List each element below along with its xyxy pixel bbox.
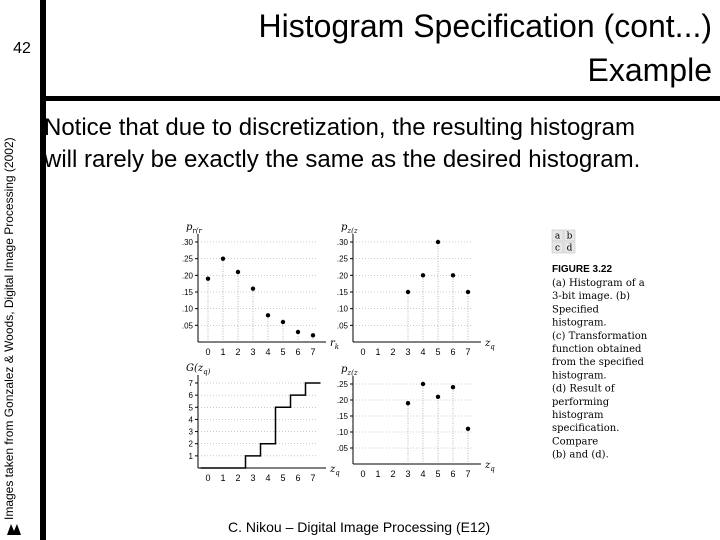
y-tick-label: .25 xyxy=(181,254,193,264)
figure-caption-line: Compare xyxy=(552,436,599,448)
x-tick-label: 5 xyxy=(435,347,441,357)
data-point xyxy=(281,320,285,324)
x-tick-label: 7 xyxy=(310,347,316,357)
data-point xyxy=(436,240,440,244)
figure-caption-line: (c) Transformation xyxy=(552,330,648,342)
body-text: Notice that due to discretization, the resulting histogram will rarely be exactly the same as the desired histogram. xyxy=(44,114,641,173)
figure-caption-title: FIGURE 3.22 xyxy=(552,264,613,275)
y-tick-label: 5 xyxy=(188,403,193,413)
y-axis-label: $p_{z(z}$ xyxy=(341,222,358,235)
y-tick-label: .10 xyxy=(336,304,348,314)
x-tick-label: 6 xyxy=(295,473,301,483)
figure-caption-line: histogram. xyxy=(552,370,607,382)
figure-3-22 xyxy=(168,214,668,504)
panel-key: c xyxy=(554,243,561,254)
transformation-step-line xyxy=(201,383,321,468)
vertical-rule xyxy=(40,0,46,540)
x-tick-label: 5 xyxy=(435,469,441,479)
slide-title: Histogram Specification (cont...) xyxy=(258,8,712,44)
corner-logo-icon xyxy=(6,522,22,536)
x-tick-label: 6 xyxy=(450,347,456,357)
data-point xyxy=(421,382,425,386)
data-point xyxy=(221,256,225,260)
panel-key: b xyxy=(566,231,573,242)
data-point xyxy=(421,273,425,277)
y-axis-label: $G(z_{q)}$ xyxy=(186,363,211,376)
x-axis-label: $z_q$ xyxy=(330,464,340,477)
figure-caption-line: function obtained xyxy=(552,344,642,355)
x-tick-label: 1 xyxy=(220,347,226,357)
x-tick-label: 3 xyxy=(250,473,256,483)
x-axis-label: $z_q$ xyxy=(485,338,495,351)
x-tick-label: 2 xyxy=(235,347,241,357)
figure-caption-line: 3-bit image. (b) xyxy=(552,291,631,303)
x-tick-label: 4 xyxy=(265,473,271,483)
x-tick-label: 4 xyxy=(420,347,426,357)
x-tick-label: 0 xyxy=(205,347,211,357)
x-tick-label: 7 xyxy=(465,347,471,357)
data-point xyxy=(466,290,470,294)
y-tick-label: .10 xyxy=(181,304,193,314)
x-tick-label: 6 xyxy=(295,347,301,357)
slide-number: 42 xyxy=(13,40,31,57)
data-point xyxy=(206,276,210,280)
y-tick-label: 2 xyxy=(188,439,193,449)
data-point xyxy=(406,290,410,294)
data-point xyxy=(466,427,470,431)
data-point xyxy=(296,330,300,334)
data-point xyxy=(451,385,455,389)
panel-key: a xyxy=(554,231,561,242)
y-tick-label: 4 xyxy=(188,415,193,425)
x-tick-label: 6 xyxy=(450,469,456,479)
y-tick-label: .20 xyxy=(181,271,193,281)
x-tick-label: 4 xyxy=(265,347,271,357)
x-tick-label: 2 xyxy=(390,347,396,357)
figure-caption-line: histogram xyxy=(552,410,604,421)
x-tick-label: 1 xyxy=(375,347,381,357)
x-tick-label: 3 xyxy=(250,347,256,357)
y-axis-label: $p_{z(z}$ xyxy=(341,364,358,377)
data-point xyxy=(251,286,255,290)
x-tick-label: 3 xyxy=(405,347,411,357)
x-tick-label: 0 xyxy=(360,347,366,357)
x-tick-label: 3 xyxy=(405,469,411,479)
y-tick-label: .25 xyxy=(336,380,348,389)
y-tick-label: .15 xyxy=(336,288,348,297)
figure-caption-line: specification. xyxy=(552,423,620,435)
x-tick-label: 5 xyxy=(280,347,286,357)
x-tick-label: 1 xyxy=(220,473,226,483)
y-tick-label: 3 xyxy=(188,427,193,437)
x-tick-label: 2 xyxy=(390,469,396,479)
figure-caption-line: from the specified xyxy=(552,357,644,369)
horizontal-rule xyxy=(40,96,720,101)
figure-caption-line: (b) and (d). xyxy=(552,449,609,461)
y-tick-label: .20 xyxy=(336,271,348,281)
y-tick-label: .30 xyxy=(181,238,193,247)
footer-credit: C. Nikou – Digital Image Processing (E12) xyxy=(228,519,491,535)
x-tick-label: 5 xyxy=(280,473,286,483)
data-point xyxy=(451,273,455,277)
data-point xyxy=(406,401,410,405)
x-tick-label: 2 xyxy=(235,473,241,483)
figure-caption-line: Specified xyxy=(552,304,599,316)
x-axis-label: $r_k$ xyxy=(330,338,340,351)
figure-caption-line: (a) Histogram of a xyxy=(552,278,645,289)
y-tick-label: .30 xyxy=(336,238,348,247)
y-tick-label: .10 xyxy=(336,428,348,437)
y-tick-label: .15 xyxy=(336,412,348,421)
y-tick-label: 6 xyxy=(188,391,193,401)
y-tick-label: .20 xyxy=(336,396,348,405)
figure-caption-line: (d) Result of xyxy=(552,383,615,395)
y-tick-label: .25 xyxy=(336,254,348,264)
x-tick-label: 1 xyxy=(375,469,381,479)
y-tick-label: .05 xyxy=(336,444,348,453)
y-tick-label: .15 xyxy=(181,288,193,297)
x-tick-label: 7 xyxy=(465,469,471,479)
x-tick-label: 7 xyxy=(310,473,316,483)
x-tick-label: 4 xyxy=(420,469,426,479)
x-axis-label: $z_q$ xyxy=(485,460,495,473)
y-tick-label: 1 xyxy=(188,451,193,461)
figure-caption-line: histogram. xyxy=(552,317,607,329)
data-point xyxy=(236,270,240,274)
panel-key: d xyxy=(566,243,573,254)
data-point xyxy=(266,313,270,317)
data-point xyxy=(436,395,440,399)
y-tick-label: .05 xyxy=(336,321,348,331)
x-tick-label: 0 xyxy=(360,469,366,479)
x-tick-label: 0 xyxy=(205,473,211,483)
y-axis-label: $p_{r(r}$ xyxy=(186,222,202,235)
histogram-figure xyxy=(168,214,668,504)
y-tick-label: .05 xyxy=(181,321,193,331)
y-tick-label: 7 xyxy=(188,379,193,388)
image-credit: Images taken from Gonzalez & Woods, Digital Image Processing (2002) xyxy=(2,137,16,520)
slide-subtitle: Example xyxy=(587,52,712,88)
data-point xyxy=(311,333,315,337)
figure-caption-line: performing xyxy=(552,396,610,408)
